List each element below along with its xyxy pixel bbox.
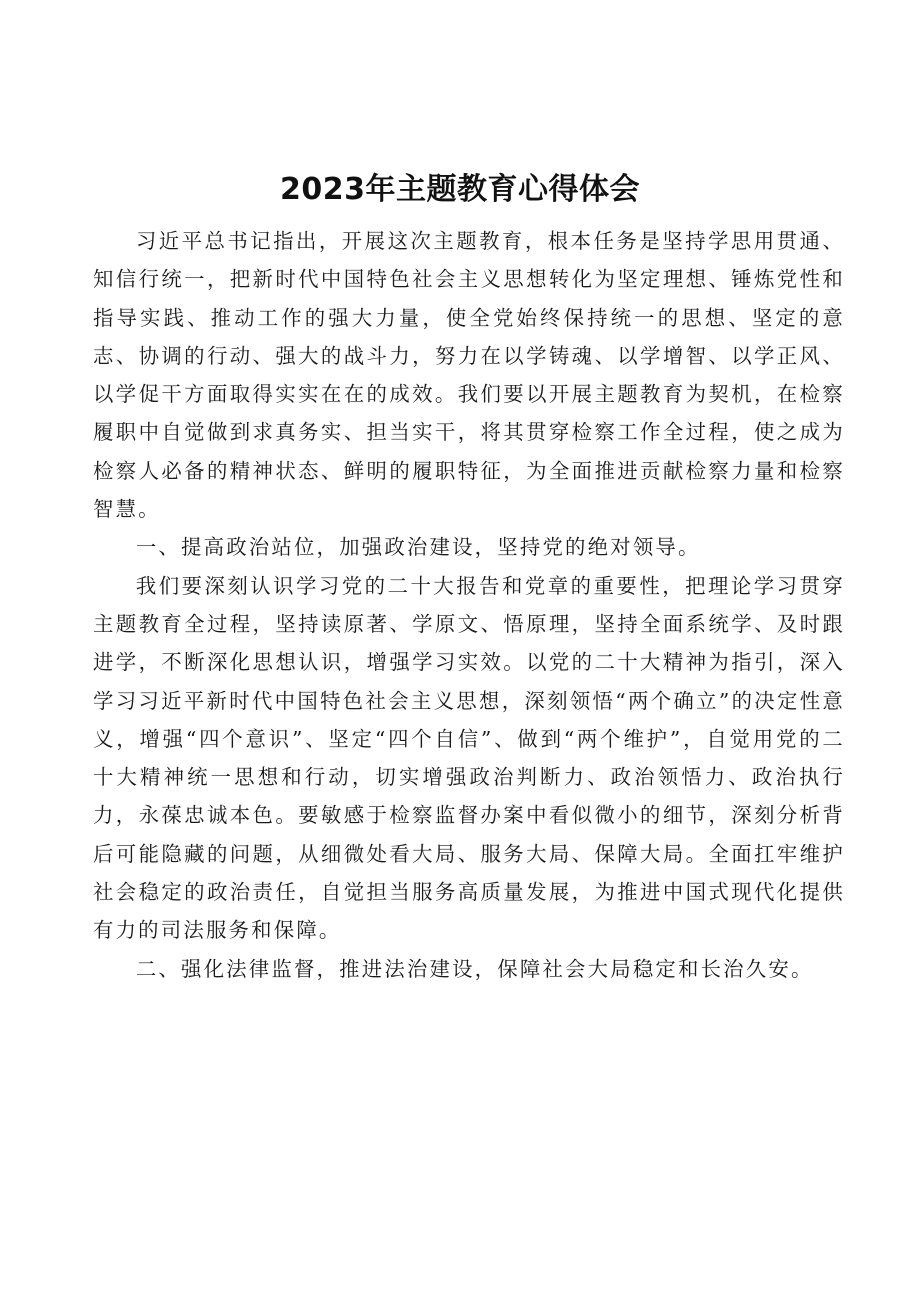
section-heading-one: 一、提高政治站位，加强政治建设，坚持党的绝对领导。 [135,535,701,560]
document-title: 2023年主题教育心得体会 [280,172,640,208]
paragraph-intro: 习近平总书记指出，开展这次主题教育，根本任务是坚持学思用贯通、知信行统一，把新时代中国特色社会主义思想转化为坚定理想、锤炼党性和指导实践、推动工作的强大力量，使全党始终保持统一的思想、坚定的意志、协调的行动、强大的战斗力，努力在以学铸魂、以学增智、以学正风、以学促干方面取得实实在在的成效。我们要以开展主题教育为契机，在检察履职中自觉做到求真务实、担当实干，将其贯穿检察工作全过程，使之成为检察人必备的精神状态、鲜明的履职特征，为全面推进贡献检察力量和检察智慧。 [93,229,845,522]
section-heading-two: 二、强化法律监督，推进法治建设，保障社会大局稳定和长治久安。 [135,956,814,981]
paragraph-section-one: 我们要深刻认识学习党的二十大报告和党章的重要性，把理论学习贯穿主题教育全过程，坚持读原著、学原文、悟原理，坚持全面系统学、及时跟进学，不断深化思想认识，增强学习实效。以党的二十大精神为指引，深入学习习近平新时代中国特色社会主义思想，深刻领悟“两个确立”的决定性意义，增强“四个意识”、坚定“四个自信”、做到“两个维护”，自觉用党的二十大精神统一思想和行动，切实增强政治判断力、政治领悟力、政治执行力，永葆忠诚本色。要敏感于检察监督办案中看似微小的细节，深刻分析背后可能隐藏的问题，从细微处看大局、服务大局、保障大局。全面扛牢维护社会稳定的政治责任，自觉担当服务高质量发展，为推进中国式现代化提供有力的司法服务和保障。 [93,573,845,943]
document-body [93,222,845,988]
